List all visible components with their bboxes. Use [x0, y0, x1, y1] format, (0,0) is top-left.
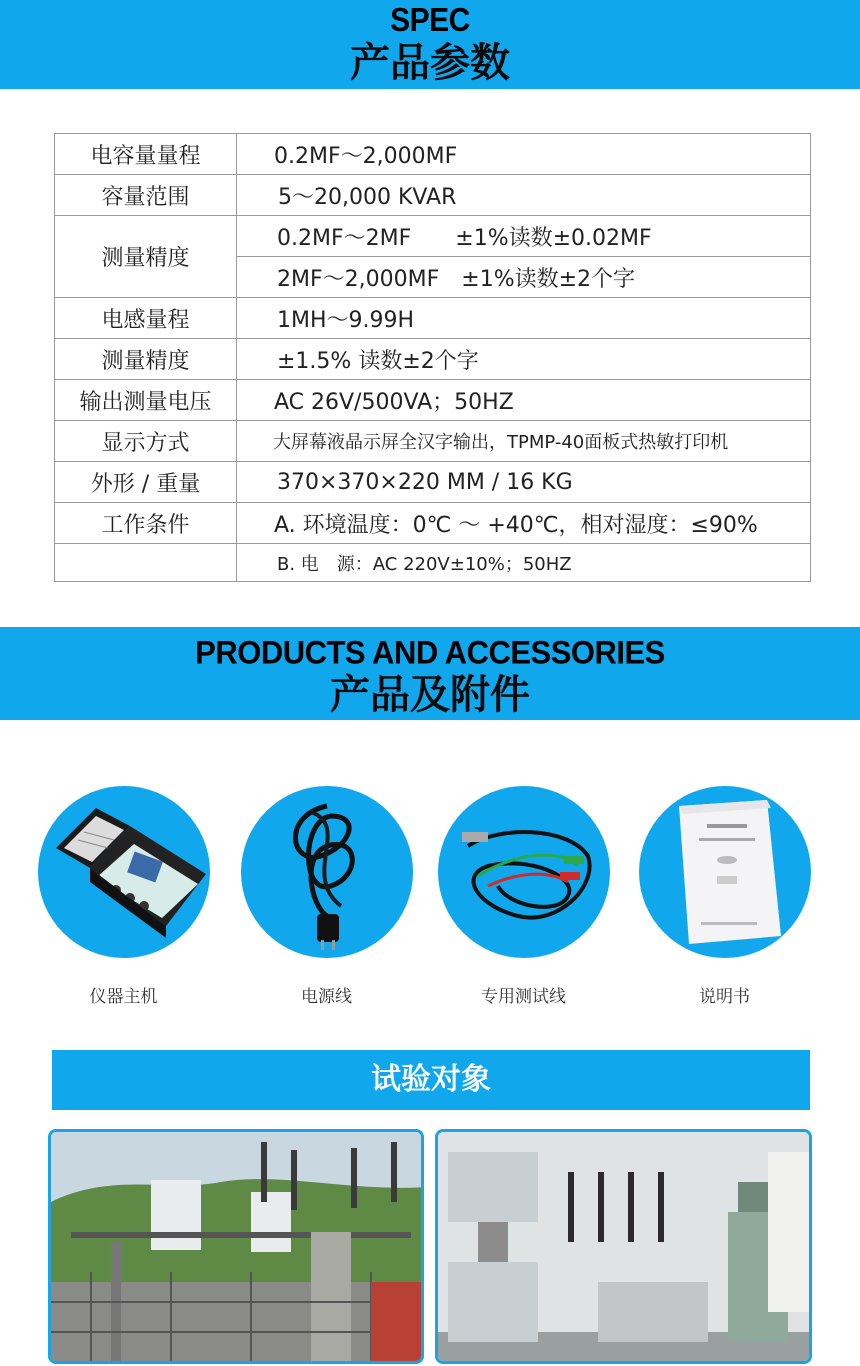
- spec-value: A. 环境温度：0℃ ～ +40℃，相对湿度：≤90%: [237, 503, 811, 544]
- spec-banner: [0, 0, 860, 89]
- instrument-case-icon: [38, 786, 210, 958]
- spec-value: 370×370×220 MM / 16 KG: [237, 462, 811, 503]
- spec-value: [237, 216, 811, 257]
- spec-label: 电感量程: [55, 298, 237, 339]
- products-title-en: PRODUCTS AND ACCESSORIES: [195, 634, 665, 672]
- spec-value: ±1.5% 读数±2个字: [237, 339, 811, 380]
- substation-photo: [48, 1129, 424, 1364]
- accessory-item: [36, 786, 211, 1007]
- spec-label: 测量精度: [55, 216, 237, 298]
- spec-label: 外形 / 重量: [55, 462, 237, 503]
- spec-table: [54, 133, 811, 582]
- spec-value: B. 电 源：AC 220V±10%；50HZ: [237, 544, 811, 582]
- spec-value-accuracy: ±1%读数±2个字: [461, 266, 636, 292]
- spec-value-range: 0.2MF～2MF: [277, 225, 412, 251]
- table-row: [55, 175, 811, 216]
- spec-value: AC 26V/500VA；50HZ: [237, 380, 811, 421]
- table-row: [55, 544, 811, 582]
- spec-value: [237, 257, 811, 298]
- spec-title-en: SPEC: [390, 2, 470, 39]
- accessory-caption: 专用测试线: [481, 987, 566, 1007]
- accessory-caption: 说明书: [699, 987, 750, 1007]
- accessory-item: [239, 786, 414, 1007]
- table-row: [55, 421, 811, 462]
- accessory-caption: 电源线: [301, 987, 352, 1007]
- table-row: [55, 339, 811, 380]
- spec-label: 显示方式: [55, 421, 237, 462]
- reactor-photo: [435, 1129, 812, 1364]
- spec-label: 输出测量电压: [55, 380, 237, 421]
- spec-value-range: 2MF～2,000MF: [277, 266, 440, 292]
- spec-value: 5～20,000 KVAR: [237, 175, 811, 216]
- power-cord-icon: [241, 786, 413, 958]
- spec-value: 1MH～9.99H: [237, 298, 811, 339]
- spec-value: 0.2MF～2,000MF: [237, 134, 811, 175]
- table-row: [55, 216, 811, 257]
- accessory-item: [436, 786, 611, 1007]
- spec-value: 大屏幕液晶示屏全汉字输出，TPMP-40面板式热敏打印机: [237, 421, 811, 462]
- spec-label: 容量范围: [55, 175, 237, 216]
- spec-label: 工作条件: [55, 503, 237, 544]
- table-row: [55, 503, 811, 544]
- table-row: [55, 462, 811, 503]
- products-banner: [0, 627, 860, 720]
- spec-label: 电容量量程: [55, 134, 237, 175]
- accessory-caption: 仪器主机: [89, 987, 158, 1007]
- test-objects-title: 试验对象: [52, 1050, 810, 1110]
- test-leads-icon: [438, 786, 610, 958]
- table-row: [55, 380, 811, 421]
- spec-title-cn: 产品参数: [350, 40, 510, 86]
- spec-value-accuracy: ±1%读数±0.02MF: [455, 225, 652, 251]
- table-row: [55, 134, 811, 175]
- spec-label: 测量精度: [55, 339, 237, 380]
- products-title-cn: 产品及附件: [330, 672, 530, 718]
- manual-icon: [639, 786, 811, 958]
- table-row: [55, 298, 811, 339]
- spec-label-empty: [55, 544, 237, 582]
- accessory-item: [637, 786, 812, 1007]
